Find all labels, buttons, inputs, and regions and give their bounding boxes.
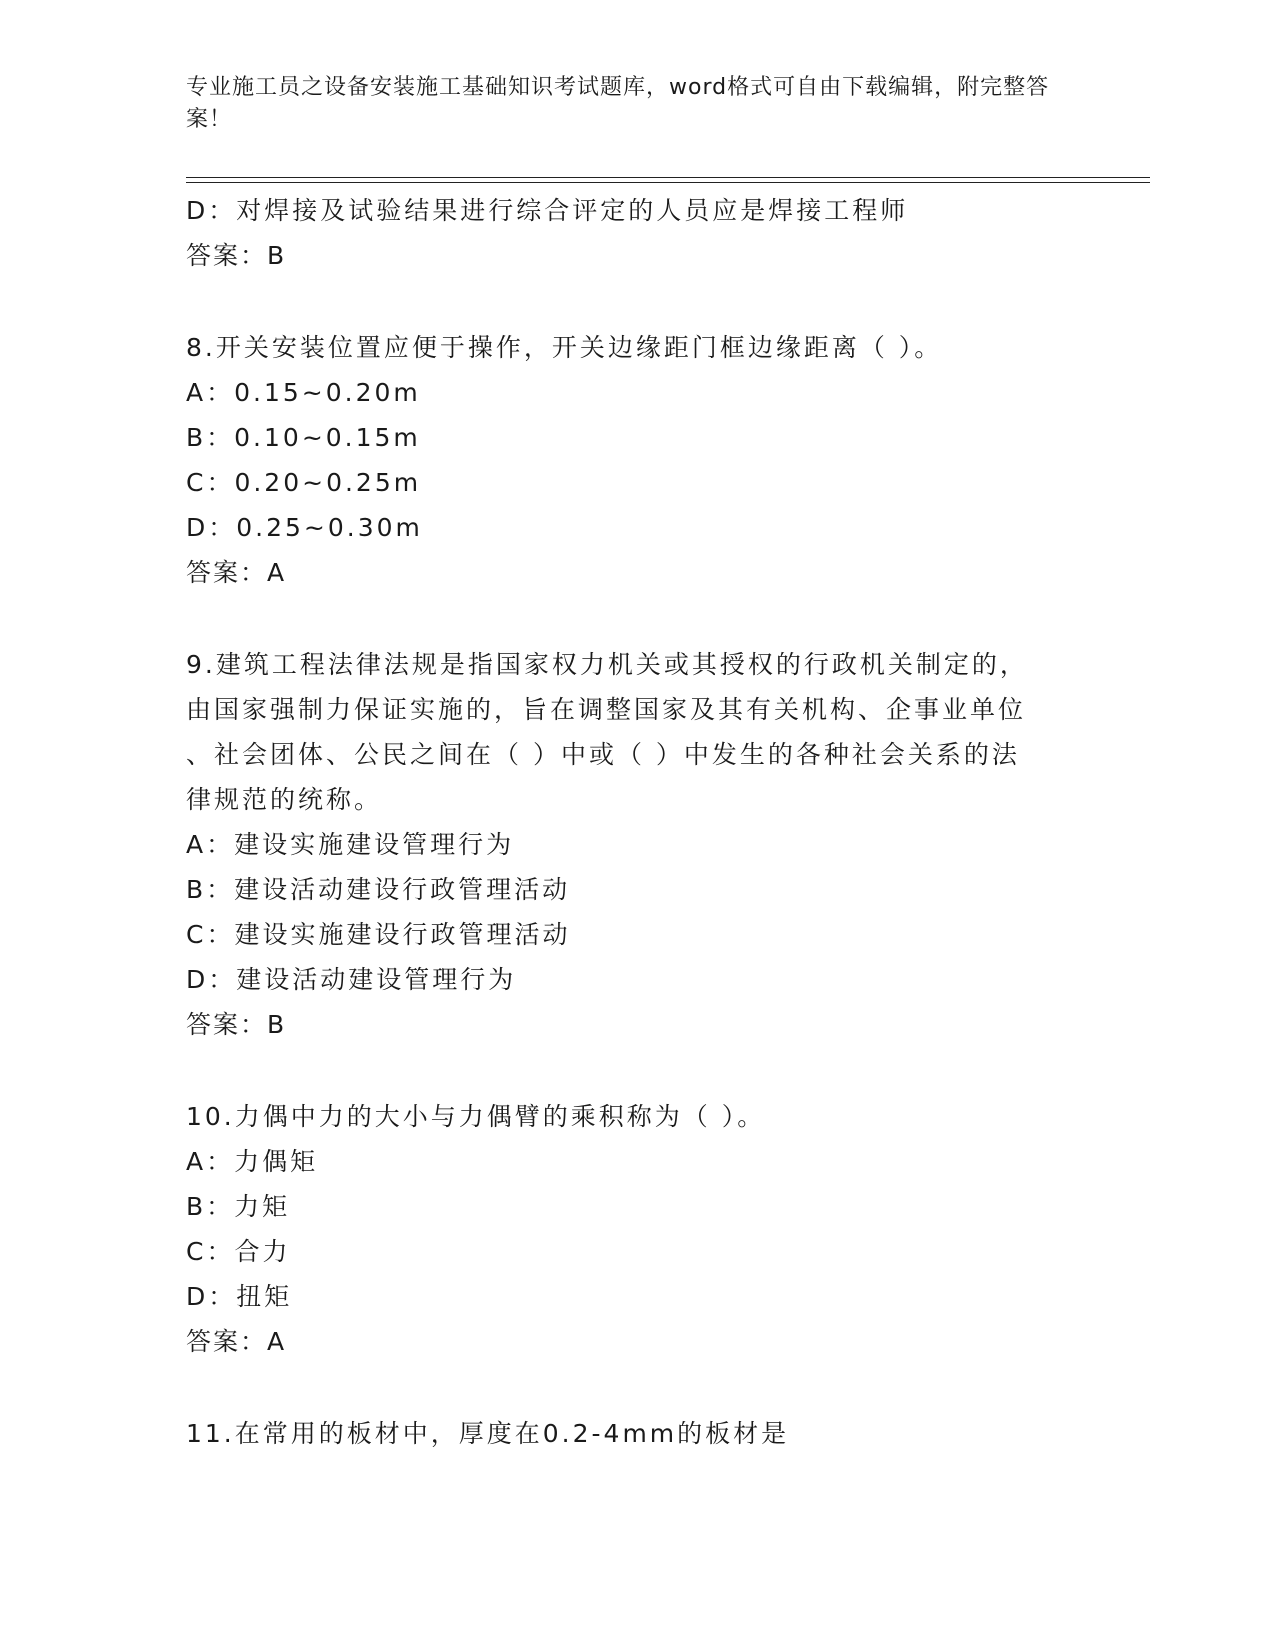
question-content xyxy=(186,188,1086,1456)
question-9 xyxy=(186,642,1086,1047)
question-10-option-c: C：合力 xyxy=(186,1237,291,1266)
question-9-stem-line-1: 9.建筑工程法律法规是指国家权力机关或其授权的行政机关制定的， xyxy=(186,650,1028,679)
question-10-stem: 10.力偶中力的大小与力偶臂的乘积称为（ ）。 xyxy=(186,1102,766,1131)
question-9-stem-line-4: 律规范的统称。 xyxy=(186,785,383,814)
question-8-answer: 答案：A xyxy=(186,558,287,587)
question-10-option-b: B：力矩 xyxy=(186,1192,291,1221)
header-divider-bottom xyxy=(186,182,1150,183)
question-9-stem-line-3: 、社会团体、公民之间在（ ）中或（ ）中发生的各种社会关系的法 xyxy=(186,740,1020,769)
prev-option-d: D：对焊接及试验结果进行综合评定的人员应是焊接工程师 xyxy=(186,196,909,225)
question-9-answer: 答案：B xyxy=(186,1010,287,1039)
question-11 xyxy=(186,1411,1086,1456)
question-9-option-b: B：建设活动建设行政管理活动 xyxy=(186,875,571,904)
question-9-option-d: D：建设活动建设管理行为 xyxy=(186,965,517,994)
header-divider-top xyxy=(186,177,1150,178)
question-8-option-a: A：0.15~0.20m xyxy=(186,378,421,407)
question-10-option-a: A：力偶矩 xyxy=(186,1147,319,1176)
question-10 xyxy=(186,1094,1086,1364)
prev-answer: 答案：B xyxy=(186,241,287,270)
question-8 xyxy=(186,325,1086,595)
question-8-option-b: B：0.10~0.15m xyxy=(186,423,421,452)
question-8-option-c: C：0.20~0.25m xyxy=(186,468,422,497)
question-9-option-c: C：建设实施建设行政管理活动 xyxy=(186,920,571,949)
question-8-stem: 8.开关安装位置应便于操作，开关边缘距门框边缘距离（ ）。 xyxy=(186,333,943,362)
document-header: 专业施工员之设备安装施工基础知识考试题库，word格式可自由下载编辑，附完整答案！ xyxy=(186,75,1050,132)
question-10-answer: 答案：A xyxy=(186,1327,287,1356)
question-11-stem: 11.在常用的板材中，厚度在0.2-4mm的板材是 xyxy=(186,1419,790,1448)
question-10-option-d: D：扭矩 xyxy=(186,1282,293,1311)
question-8-option-d: D：0.25~0.30m xyxy=(186,513,423,542)
question-9-stem-line-2: 由国家强制力保证实施的，旨在调整国家及其有关机构、企事业单位 xyxy=(186,695,1027,724)
question-9-option-a: A：建设实施建设管理行为 xyxy=(186,830,515,859)
